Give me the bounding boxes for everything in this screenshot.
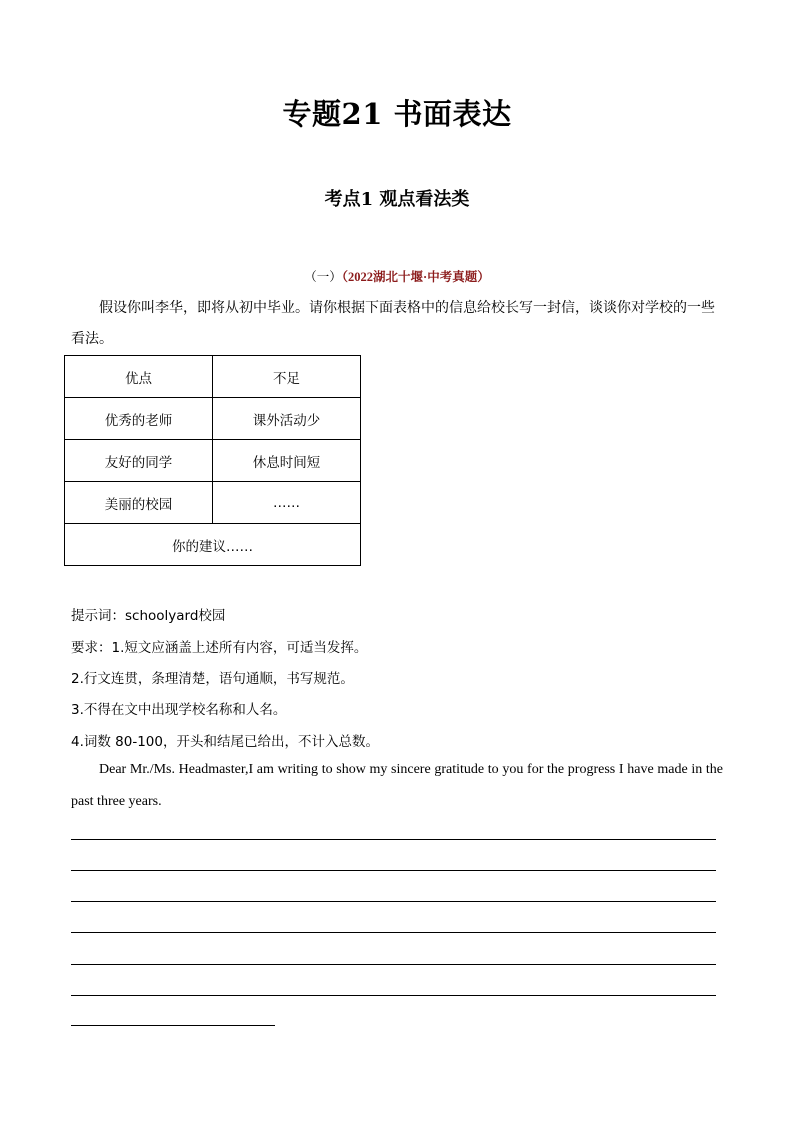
requirement-item: 要求：1.短文应涵盖上述所有内容，可适当发挥。 xyxy=(71,640,368,656)
requirement-item: 3.不得在文中出现学校名称和人名。 xyxy=(71,702,287,718)
table-row xyxy=(65,482,361,524)
hint-text: 提示词：schoolyard校园 xyxy=(71,608,226,624)
table-header-cell: 不足 xyxy=(213,356,361,398)
table-row xyxy=(65,398,361,440)
section-subtitle: 考点1 观点看法类 xyxy=(324,189,470,210)
table-cell: 休息时间短 xyxy=(213,440,361,482)
info-table xyxy=(64,355,361,566)
writing-line[interactable] xyxy=(71,870,716,871)
writing-line[interactable] xyxy=(71,964,716,965)
writing-line[interactable] xyxy=(71,932,716,933)
table-footer-row xyxy=(65,524,361,566)
writing-line[interactable] xyxy=(71,901,716,902)
writing-line[interactable] xyxy=(71,995,716,996)
requirement-item: 2.行文连贯，条理清楚，语句通顺，书写规范。 xyxy=(71,671,354,687)
writing-line[interactable] xyxy=(71,839,716,840)
page-title: 专题21 书面表达 xyxy=(282,97,512,131)
question-source: （2022湖北十堰·中考真题） xyxy=(341,270,490,284)
writing-line[interactable] xyxy=(71,1025,275,1026)
table-footer-cell: 你的建议…… xyxy=(65,524,361,566)
table-cell: 优秀的老师 xyxy=(65,398,213,440)
task-instructions: 假设你叫李华，即将从初中毕业。请你根据下面表格中的信息给校长写一封信，谈谈你对学校的一些看法。 xyxy=(71,300,715,347)
table-cell: 友好的同学 xyxy=(65,440,213,482)
question-number: （一） xyxy=(304,269,342,284)
table-row xyxy=(65,440,361,482)
requirement-item: 4.词数 80-100，开头和结尾已给出，不计入总数。 xyxy=(71,734,379,750)
question-label xyxy=(0,267,794,285)
table-cell: 美丽的校园 xyxy=(65,482,213,524)
table-header-row xyxy=(65,356,361,398)
table-header-cell: 优点 xyxy=(65,356,213,398)
table-cell: 课外活动少 xyxy=(213,398,361,440)
letter-opening: Dear Mr./Ms. Headmaster,I am writing to show my sincere gratitude to you for the progress I have made in the past three years. xyxy=(71,762,723,809)
table-cell: …… xyxy=(213,482,361,524)
